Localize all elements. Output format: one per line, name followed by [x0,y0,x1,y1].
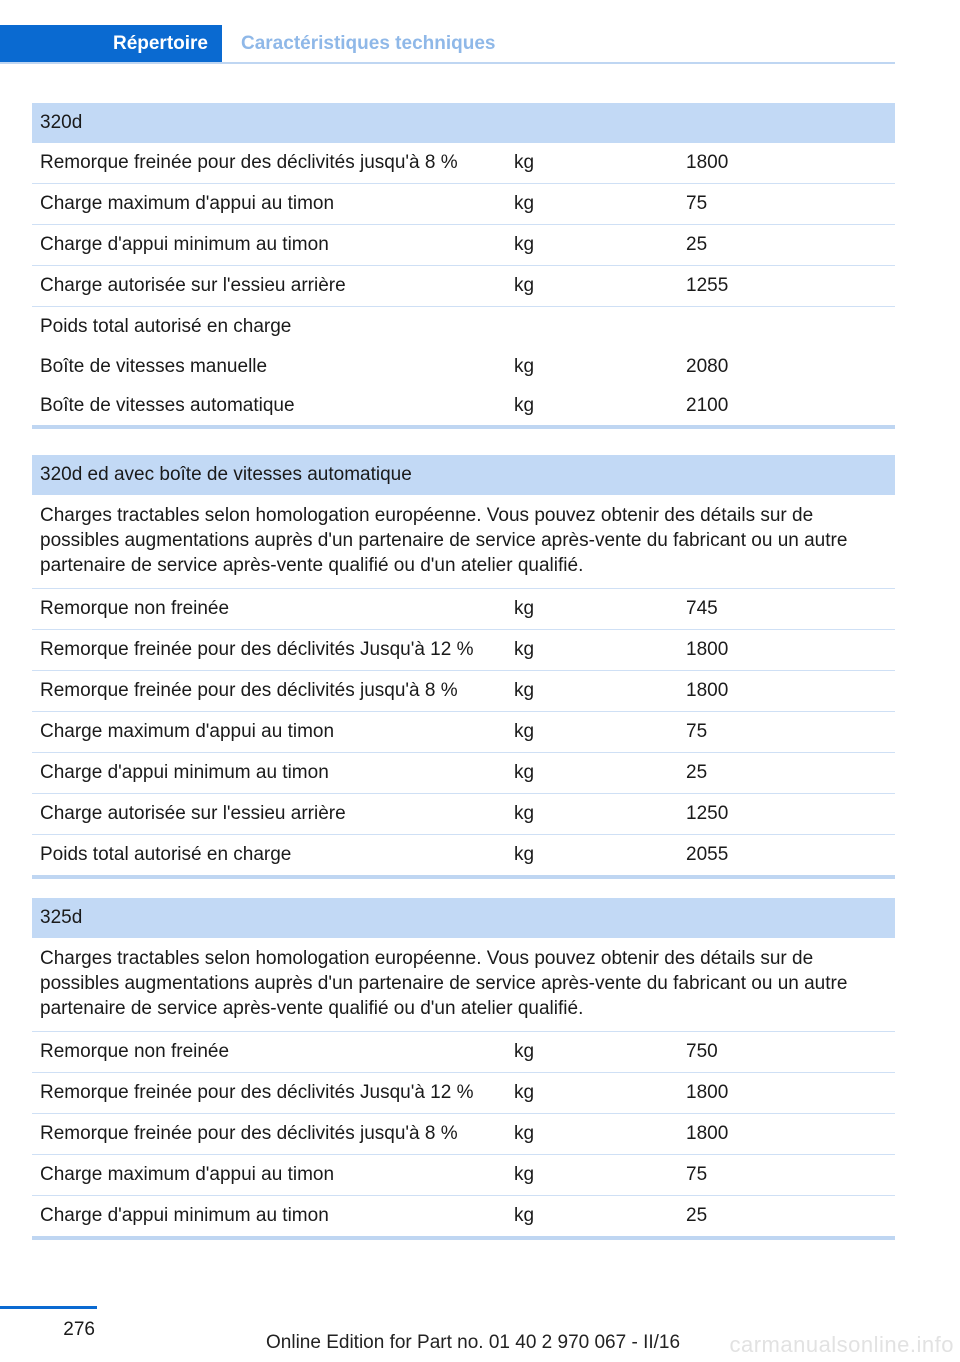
spec-table-320d-ed [32,455,895,879]
row-value: 2055 [686,844,729,865]
edition-footer: Online Edition for Part no. 01 40 2 970 067 - II/16 [266,1332,681,1353]
row-label: Charge maximum d'appui au timon [40,193,335,214]
page-number: 276 [0,1306,97,1341]
table-row [32,794,895,835]
row-unit: kg [514,234,535,255]
row-value: 745 [686,598,718,619]
row-unit: kg [514,355,535,377]
table-row [32,671,895,712]
tab-technical-specs[interactable]: Caractéristiques techniques [241,32,496,54]
section-title: 320d ed avec boîte de vitesses automatique [32,455,895,495]
row-value: 1255 [686,275,729,296]
row-unit: kg [514,598,535,619]
row-unit: kg [514,721,535,742]
row-unit: kg [514,1164,535,1185]
row-value: 25 [686,762,708,783]
row-unit: kg [514,152,535,173]
table-row [32,184,895,225]
row-unit: kg [514,193,535,214]
row-label: Charge d'appui minimum au timon [40,1205,329,1226]
row-unit: kg [514,680,535,701]
row-value: 2080 [686,355,729,377]
row-unit: kg [514,1123,535,1144]
row-label: Remorque non freinée [40,598,230,619]
section-description: Charges tractables selon homologation européenne. Vous pouvez obtenir des détails sur de possibles augmentations auprès d'un partenaire de service après-vente du fabricant ou un autre partenaire de service après-vente qualifié ou d'un atelier qualifié. [32,938,895,1032]
row-label: Charge d'appui minimum au timon [40,234,329,255]
row-unit: kg [514,275,535,296]
watermark: carmanualsonline.info [729,1332,954,1357]
table-row [32,630,895,671]
row-value: 1800 [686,1123,729,1144]
row-label: Charge autorisée sur l'essieu arrière [40,803,346,824]
row-label: Charge maximum d'appui au timon [40,721,335,742]
row-value: 75 [686,1164,708,1185]
row-unit: kg [514,1041,535,1062]
row-value: 75 [686,193,708,214]
row-unit: kg [514,639,535,660]
row-label: Remorque freinée pour des déclivités Jusqu'à 12 % [40,1082,474,1103]
row-value: 1800 [686,639,729,660]
row-label: Poids total autorisé en charge [40,316,292,337]
section-title: 320d [32,103,895,143]
row-value: 2100 [686,394,729,416]
table-row [32,347,895,386]
table-row [32,835,895,875]
row-unit: kg [514,803,535,824]
spec-table-325d [32,898,895,1240]
row-label: Remorque freinée pour des déclivités Jusqu'à 12 % [40,639,474,660]
table-row [32,307,895,347]
row-label: Remorque non freinée [40,1041,230,1062]
row-unit: kg [514,1082,535,1103]
table-row [32,386,895,425]
row-unit: kg [514,394,535,416]
table-row [32,1196,895,1236]
row-label: Charge autorisée sur l'essieu arrière [40,275,346,296]
row-value: 25 [686,234,708,255]
spec-table-320d [32,103,895,429]
row-label: Remorque freinée pour des déclivités jusqu'à 8 % [40,152,458,173]
row-value: 1800 [686,680,729,701]
section-title: 325d [32,898,895,938]
table-row [32,712,895,753]
table-row [32,225,895,266]
row-value: 750 [686,1041,718,1062]
row-label: Boîte de vitesses manuelle [40,355,268,377]
row-label: Remorque freinée pour des déclivités jusqu'à 8 % [40,680,458,701]
row-value: 1800 [686,1082,729,1103]
row-unit: kg [514,762,535,783]
row-value: 1800 [686,152,729,173]
tab-repertoire[interactable]: Répertoire [0,25,222,62]
row-label: Remorque freinée pour des déclivités jusqu'à 8 % [40,1123,458,1144]
row-unit: kg [514,844,535,865]
table-row [32,753,895,794]
row-unit: kg [514,1205,535,1226]
table-row [32,266,895,307]
table-row [32,1073,895,1114]
section-description: Charges tractables selon homologation européenne. Vous pouvez obtenir des détails sur de possibles augmentations auprès d'un partenaire de service après-vente du fabricant ou un autre partenaire de service après-vente qualifié ou d'un atelier qualifié. [32,495,895,589]
row-value: 25 [686,1205,708,1226]
row-value: 1250 [686,803,729,824]
table-row [32,1155,895,1196]
row-label: Boîte de vitesses automatique [40,394,295,416]
table-row [32,589,895,630]
table-row [32,143,895,184]
table-row [32,1114,895,1155]
table-row [32,1032,895,1073]
row-label: Poids total autorisé en charge [40,844,292,865]
row-value: 75 [686,721,708,742]
header-bar [0,25,895,64]
row-label: Charge maximum d'appui au timon [40,1164,335,1185]
row-label: Charge d'appui minimum au timon [40,762,329,783]
